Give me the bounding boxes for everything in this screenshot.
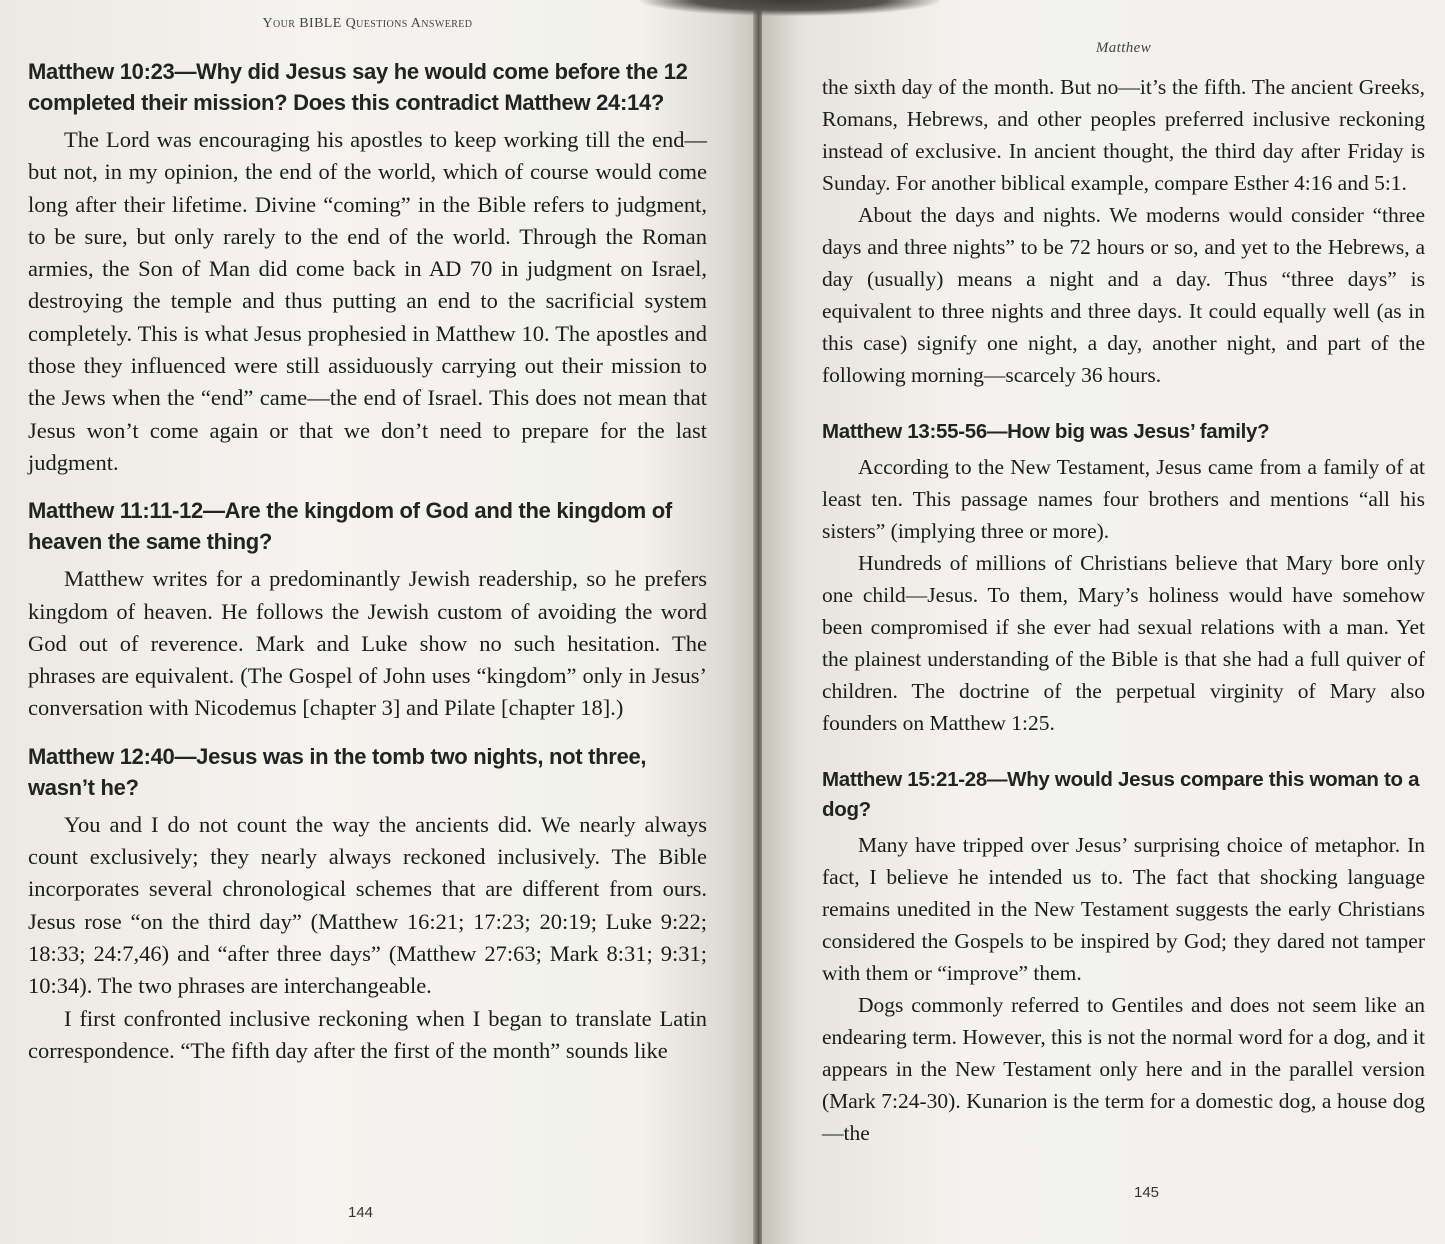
question-heading: Matthew 15:21-28—Why would Jesus compare this woman to a dog? — [822, 768, 1420, 821]
question-heading: Matthew 11:11-12—Are the kingdom of God and the kingdom of heaven the same thing? — [28, 498, 672, 555]
running-head-left: Your BIBLE Questions Answered — [262, 16, 473, 31]
answer-paragraph: the sixth day of the month. But no—it’s the fifth. The ancient Greeks, Romans, Hebrews, and other peoples preferred inclusive reckoning instead of exclusive. In ancient thought, the third day after Friday is Sunday. For another biblical example, compare Esther 4:16 and 5:1. — [822, 75, 1425, 195]
question-heading: Matthew 13:55-56—How big was Jesus’ family? — [822, 420, 1270, 443]
question-section — [28, 56, 707, 479]
question-section — [822, 417, 1425, 739]
answer-paragraph: I first confronted inclusive reckoning when I began to translate Latin correspondence. “The fifth day after the first of the month” sounds like — [28, 1005, 707, 1063]
answer-paragraph: Matthew writes for a predominantly Jewish readership, so he prefers kingdom of heaven. He follows the Jewish custom of avoiding the word God out of reverence. Mark and Luke show no such hesitation. The phrases are equivalent. (The Gospel of John uses “kingdom” only in Jesus’ conversation with Nicodemus [chapter 3] and Pilate [chapter 18].) — [28, 566, 707, 721]
answer-paragraph: You and I do not count the way the ancients did. We nearly always count exclusively; they nearly always reckoned inclusively. The Bible incorporates several chronological schemes that are different from ours. Jesus rose “on the third day” (Matthew 16:21; 17:23; 20:19; Luke 9:22; 18:33; 24:7,46) and “after three days” (Matthew 27:63; Mark 8:31; 9:31; 10:34). The two phrases are interchangeable. — [28, 811, 707, 999]
answer-paragraph: About the days and nights. We moderns would consider “three days and three nights” to be 72 hours or so, and yet to the Hebrews, a day (usually) means a night and a day. Thus “three days” is equivalent to three nights and three days. It could equally well (as in this case) signify one night, a day, another night, and part of the following morning—scarcely 36 hours. — [822, 203, 1425, 387]
page-number-left: 144 — [348, 1204, 374, 1221]
running-head-right: Matthew — [1095, 40, 1152, 56]
answer-paragraph: Dogs commonly referred to Gentiles and does not seem like an endearing term. However, this is not the normal word for a dog, and it appears in the New Testament only here and in the parallel version (Mark 7:24-30). Kunarion is the term for a domestic dog, a house dog—the — [822, 993, 1425, 1145]
answer-paragraph: Hundreds of millions of Christians believe that Mary bore only one child—Jesus. To them, Mary’s holiness would have somehow been compromised if she ever had sexual relations with a man. Yet the plainest understanding of the Bible is that she had a full quiver of children. The doctrine of the perpetual virginity of Mary also founders on Matthew 1:25. — [822, 551, 1425, 735]
answer-paragraph: According to the New Testament, Jesus came from a family of at least ten. This passage names four brothers and mentions “all his sisters” (implying three or more). — [822, 455, 1425, 543]
question-heading: Matthew 10:23—Why did Jesus say he would come before the 12 completed their mission? Does this contradict Matthew 24:14? — [28, 59, 688, 115]
page-number-right: 145 — [1134, 1184, 1160, 1201]
answer-paragraph: The Lord was encouraging his apostles to keep working till the end—but not, in my opinion, the end of the world, which of course would come long after their lifetime. Divine “coming” in the Bible refers to judgment, to be sure, but only rarely to the end of the world. Through the Roman armies, the Son of Man did come back in AD 70 in judgment on Israel, destroying the temple and thus putting an end to the sacrificial system completely. This is what Jesus prophesied in Matthew 10. The apostles and those they influenced were still assiduously carrying out their mission to the Jews when the “end” came—the end of Israel. This does not mean that Jesus won’t come again or that we don’t need to prepare for the last judgment. — [28, 127, 707, 475]
question-section — [822, 765, 1425, 1149]
question-section — [28, 495, 707, 724]
page-shadow — [640, 0, 940, 16]
right-page — [762, 0, 1445, 1244]
question-section — [28, 741, 707, 1067]
continued-answer — [822, 71, 1425, 391]
question-heading: Matthew 12:40—Jesus was in the tomb two nights, not three, wasn’t he? — [28, 743, 647, 800]
answer-paragraph: Many have tripped over Jesus’ surprising choice of metaphor. In fact, I believe he intended us to. The fact that shocking language remains unedited in the New Testament suggests the early Christians considered the Gospels to be inspired by God; they dared not tamper with them or “improve” them. — [822, 833, 1425, 985]
